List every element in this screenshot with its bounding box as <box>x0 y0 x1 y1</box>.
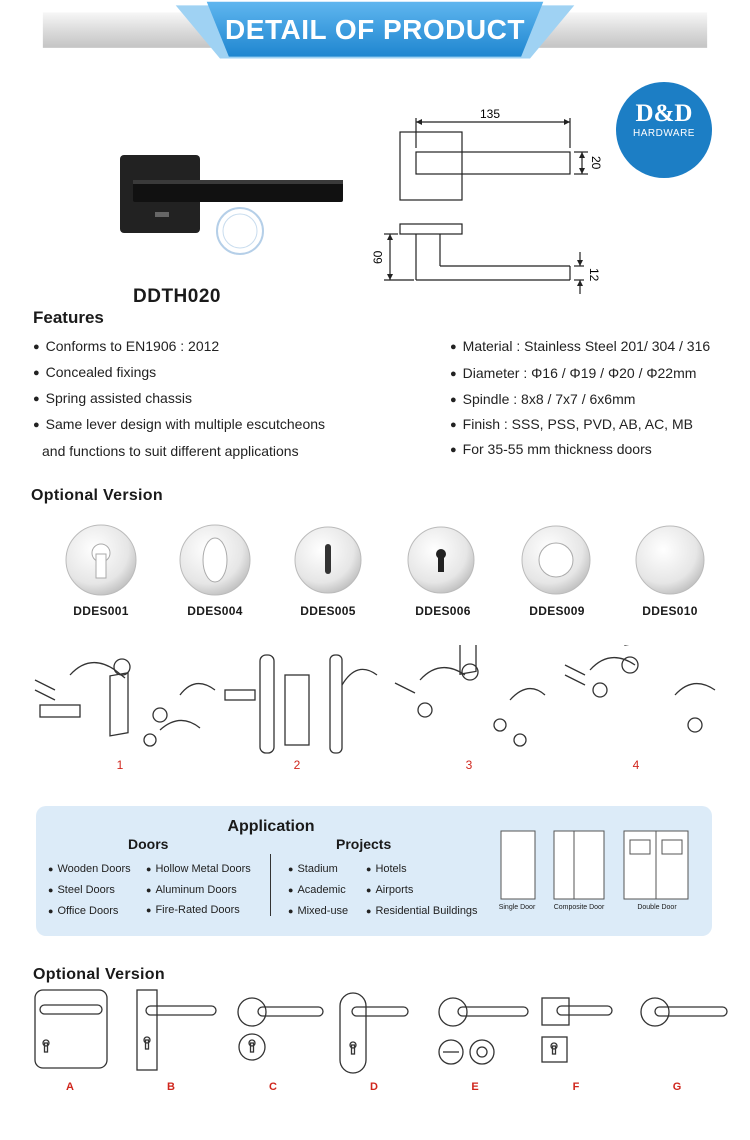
installation-diagrams <box>30 645 730 755</box>
option-e-drawing <box>439 998 528 1064</box>
rose-ddes006 <box>408 527 474 593</box>
project-type-item: ● Academic <box>288 884 346 896</box>
door-type-item: ● Office Doors <box>48 905 119 917</box>
dim-thickness: 12 <box>587 268 601 282</box>
dimension-drawing <box>370 100 610 300</box>
door-type-item: ● Aluminum Doors <box>146 884 237 896</box>
project-type-item: ● Mixed-use <box>288 905 349 917</box>
installation-diagram-3 <box>395 645 545 746</box>
rose-label: DDES006 <box>415 604 471 618</box>
rose-ddes005 <box>295 527 361 593</box>
door-type-item: ● Hollow Metal Doors <box>146 863 251 875</box>
doors-heading: Doors <box>128 836 169 852</box>
door-type-item: ● Steel Doors <box>48 884 115 896</box>
rose-ddes001 <box>66 525 136 595</box>
rose-label: DDES009 <box>529 604 585 618</box>
spec-item: ● Diameter : Φ16 / Φ19 / Φ20 / Φ22mm <box>450 365 697 381</box>
brand-logo <box>616 82 712 178</box>
feature-item: ● Spring assisted chassis <box>33 390 192 406</box>
dim-width: 20 <box>589 156 603 170</box>
brand-name: D&D <box>635 100 693 127</box>
option-f-drawing <box>542 998 612 1062</box>
rose-label: DDES001 <box>73 604 129 618</box>
option-c-drawing <box>238 998 323 1060</box>
installation-diagram-1 <box>35 659 215 746</box>
spec-item: ● For 35-55 mm thickness doors <box>450 441 652 457</box>
option-letter: B <box>167 1081 175 1093</box>
rose-ddes010 <box>636 526 704 594</box>
rose-ddes004 <box>180 525 250 595</box>
application-title: Application <box>227 818 315 835</box>
spec-item: ● Spindle : 8x8 / 7x7 / 6x6mm <box>450 391 636 407</box>
double-door-icon <box>624 831 688 899</box>
composite-door-icon <box>554 831 604 899</box>
rose-label: DDES005 <box>300 604 356 618</box>
step-number: 1 <box>116 758 124 772</box>
option-b-drawing <box>137 990 216 1070</box>
dim-length: 135 <box>480 107 501 121</box>
rose-label: DDES004 <box>187 604 243 618</box>
spec-item: ● Material : Stainless Steel 201/ 304 / 316 <box>450 338 711 354</box>
door-caption: Single Door <box>498 904 536 911</box>
panel-divider <box>270 854 271 916</box>
option-a-drawing <box>35 990 107 1068</box>
optional-version-drawings <box>30 985 730 1075</box>
optional-version-heading: Optional Version <box>31 487 163 504</box>
step-number: 3 <box>465 758 473 772</box>
spec-item: ● Finish : SSS, PSS, PVD, AB, AC, MB <box>450 416 693 432</box>
watermark-logo <box>214 205 266 257</box>
feature-item: ● Conforms to EN1906 : 2012 <box>33 338 220 354</box>
door-caption: Double Door <box>637 904 677 911</box>
projects-heading: Projects <box>336 836 392 852</box>
option-letter: A <box>66 1081 74 1093</box>
optional-version-heading-2: Optional Version <box>33 966 165 983</box>
door-type-item: ● Wooden Doors <box>48 863 131 875</box>
installation-diagram-2 <box>225 655 377 753</box>
project-type-item: ● Airports <box>366 884 414 896</box>
dim-height: 60 <box>371 250 385 264</box>
project-type-item: ● Residential Buildings <box>366 905 478 917</box>
rose-ddes009 <box>522 526 590 594</box>
page-title: DETAIL OF PRODUCT <box>225 14 525 45</box>
product-model: DDTH020 <box>133 286 221 307</box>
single-door-icon <box>501 831 535 899</box>
application-panel <box>36 806 712 936</box>
door-illustrations <box>496 826 706 906</box>
project-type-item: ● Stadium <box>288 863 338 875</box>
option-letter: E <box>471 1081 479 1093</box>
installation-diagram-4 <box>565 645 715 732</box>
rose-label: DDES010 <box>642 604 698 618</box>
option-letter: F <box>572 1081 580 1093</box>
feature-item: ● Same lever design with multiple escutcheons <box>33 416 326 432</box>
door-type-item: ● Fire-Rated Doors <box>146 904 240 916</box>
option-letter: G <box>672 1081 682 1093</box>
feature-item-continuation: and functions to suit different applications <box>42 443 299 459</box>
step-number: 2 <box>293 758 301 772</box>
features-heading: Features <box>33 308 104 327</box>
step-number: 4 <box>632 758 640 772</box>
door-caption: Composite Door <box>553 904 605 911</box>
option-letter: D <box>370 1081 378 1093</box>
rose-images <box>60 520 710 600</box>
feature-item: ● Concealed fixings <box>33 364 157 380</box>
project-type-item: ● Hotels <box>366 863 407 875</box>
option-d-drawing <box>340 993 408 1073</box>
option-letter: C <box>269 1081 277 1093</box>
brand-sub: HARDWARE <box>633 128 695 139</box>
option-g-drawing <box>641 998 727 1026</box>
